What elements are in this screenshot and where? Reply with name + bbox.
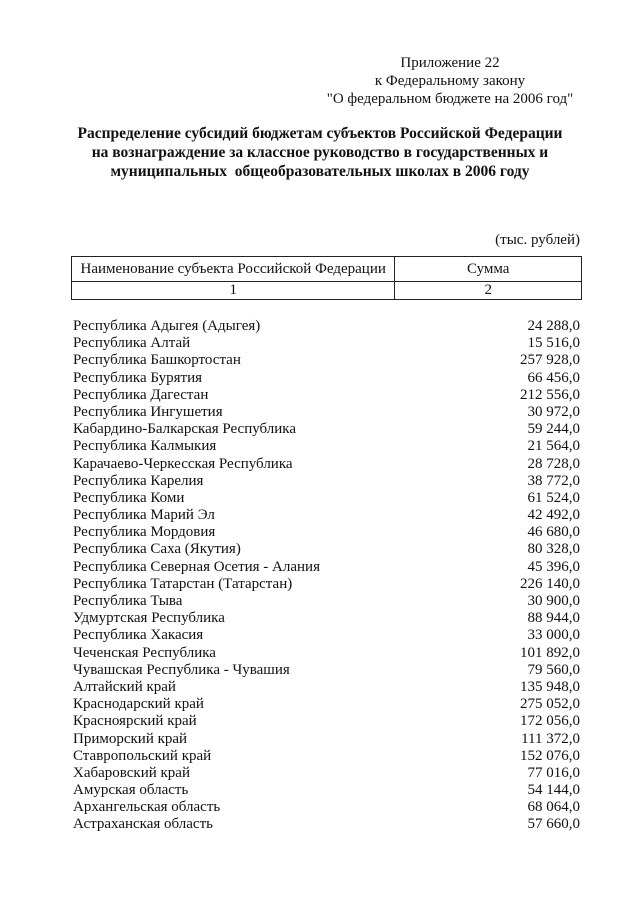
table-row	[73, 541, 580, 558]
region-name: Краснодарский край	[73, 696, 204, 713]
table-row	[73, 662, 580, 679]
region-amount: 15 516,0	[527, 335, 580, 352]
region-name: Республика Калмыкия	[73, 438, 217, 455]
region-name: Республика Северная Осетия - Алания	[73, 558, 320, 575]
region-name: Республика Хакасия	[73, 627, 204, 644]
table-row	[73, 559, 580, 576]
table-row	[73, 679, 580, 696]
region-amount: 172 056,0	[520, 713, 580, 730]
table-row	[73, 524, 580, 541]
table-row	[73, 404, 580, 421]
table-row	[73, 318, 580, 335]
region-amount: 101 892,0	[520, 644, 580, 661]
region-amount: 111 372,0	[521, 730, 580, 747]
table-row	[73, 507, 580, 524]
region-name: Республика Тыва	[73, 593, 183, 609]
table-header	[71, 256, 582, 300]
region-name: Удмуртская Республика	[73, 610, 225, 627]
region-name: Астраханская область	[73, 816, 213, 833]
region-name: Республика Алтай	[73, 335, 191, 352]
region-name: Республика Марий Эл	[73, 507, 215, 524]
table-body	[73, 318, 580, 834]
region-amount: 257 928,0	[520, 352, 580, 369]
region-name: Ставропольский край	[73, 747, 212, 764]
table-row	[73, 610, 580, 627]
region-amount: 24 288,0	[527, 318, 580, 334]
table-row	[73, 748, 580, 765]
region-amount: 77 016,0	[527, 764, 580, 781]
column-header-amount: Сумма	[395, 257, 582, 282]
title-line-2: на вознаграждение за классное руководство в государственных и	[91, 144, 549, 161]
table-row	[73, 421, 580, 438]
region-name: Архангельская область	[73, 799, 221, 816]
region-amount: 33 000,0	[527, 627, 580, 644]
table-row	[73, 456, 580, 473]
region-amount: 88 944,0	[527, 610, 580, 627]
table-row	[73, 799, 580, 816]
region-amount: 59 244,0	[527, 421, 580, 438]
table-row	[73, 627, 580, 644]
region-name: Республика Адыгея (Адыгея)	[73, 318, 261, 334]
table-row	[73, 782, 580, 799]
region-amount: 38 772,0	[527, 472, 580, 489]
table-row	[73, 370, 580, 387]
region-name: Алтайский край	[73, 678, 176, 695]
table-row	[73, 645, 580, 662]
document-title	[40, 124, 600, 181]
region-name: Республика Саха (Якутия)	[73, 541, 241, 558]
appendix-law: к Федеральному закону	[374, 73, 526, 89]
region-name: Красноярский край	[73, 713, 197, 730]
region-amount: 68 064,0	[527, 799, 580, 816]
region-amount: 80 328,0	[527, 541, 580, 558]
region-name: Республика Башкортостан	[73, 352, 241, 369]
region-amount: 212 556,0	[520, 386, 580, 403]
region-amount: 46 680,0	[527, 524, 580, 541]
table-row	[73, 593, 580, 610]
region-amount: 275 052,0	[520, 696, 580, 713]
table-row	[73, 352, 580, 369]
appendix-law-title: "О федеральном бюджете на 2006 год"	[326, 91, 574, 107]
table-row	[73, 816, 580, 833]
region-amount: 30 972,0	[527, 403, 580, 420]
appendix-reference	[300, 54, 600, 108]
region-amount: 152 076,0	[520, 747, 580, 764]
region-name: Карачаево-Черкесская Республика	[73, 455, 293, 472]
title-line-1: Распределение субсидий бюджетам субъектов Российской Федерации	[77, 125, 563, 142]
table-row	[73, 438, 580, 455]
region-amount: 21 564,0	[527, 438, 580, 455]
region-amount: 79 560,0	[527, 661, 580, 678]
region-amount: 45 396,0	[527, 558, 580, 575]
region-amount: 28 728,0	[527, 455, 580, 472]
region-name: Чувашская Республика - Чувашия	[73, 661, 290, 678]
header-row	[72, 257, 582, 282]
appendix-number: Приложение 22	[400, 55, 500, 71]
region-name: Кабардино-Балкарская Республика	[73, 421, 297, 438]
table-row	[73, 696, 580, 713]
region-amount: 135 948,0	[520, 678, 580, 695]
region-amount: 66 456,0	[527, 369, 580, 386]
region-name: Республика Мордовия	[73, 524, 216, 541]
region-name: Республика Ингушетия	[73, 403, 223, 420]
table-row	[73, 335, 580, 352]
region-name: Республика Бурятия	[73, 369, 203, 386]
table-row	[73, 490, 580, 507]
region-amount: 30 900,0	[527, 593, 580, 609]
region-name: Республика Дагестан	[73, 386, 209, 403]
column-number-row	[72, 282, 582, 300]
table-row	[73, 576, 580, 593]
region-name: Республика Карелия	[73, 472, 204, 489]
table-row	[73, 765, 580, 782]
table-row	[73, 713, 580, 730]
region-name: Приморский край	[73, 730, 188, 747]
region-name: Республика Татарстан (Татарстан)	[73, 575, 293, 592]
region-name: Амурская область	[73, 782, 189, 799]
region-name: Чеченская Республика	[73, 644, 216, 661]
region-amount: 57 660,0	[527, 816, 580, 833]
column-number-2: 2	[395, 282, 582, 300]
title-line-3: муниципальных общеобразовательных школах в 2006 году	[110, 163, 530, 180]
region-name: Хабаровский край	[73, 764, 190, 781]
table-row	[73, 473, 580, 490]
region-amount: 54 144,0	[527, 782, 580, 799]
column-number-1: 1	[72, 282, 395, 300]
region-amount: 61 524,0	[527, 489, 580, 506]
table-row	[73, 731, 580, 748]
units-label: (тыс. рублей)	[495, 232, 580, 248]
region-amount: 226 140,0	[520, 575, 580, 592]
region-name: Республика Коми	[73, 489, 185, 506]
region-amount: 42 492,0	[527, 507, 580, 524]
table-row	[73, 387, 580, 404]
column-header-name: Наименование субъекта Российской Федерации	[72, 257, 395, 282]
